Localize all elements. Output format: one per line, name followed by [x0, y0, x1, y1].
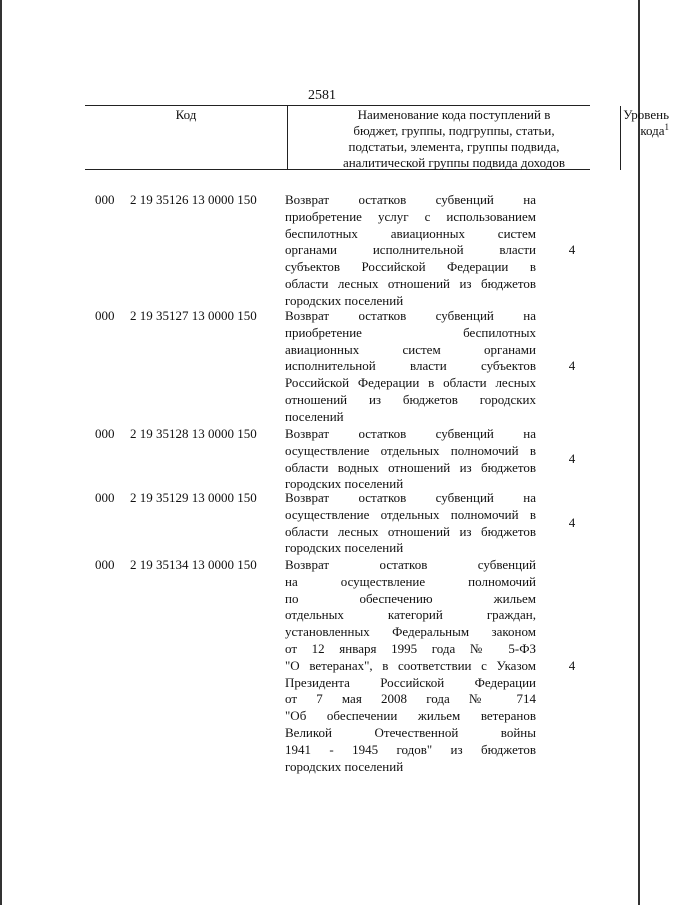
header-level [621, 106, 673, 170]
header-name-line: Наименование кода поступлений в [357, 107, 551, 122]
row-admin-code: 000 [95, 490, 115, 505]
row-description-line: "Об обеспечении жильем ветеранов [285, 708, 536, 724]
row-description [285, 557, 536, 775]
row-description-line: Возврат остатков субвенций на [285, 308, 536, 323]
row-description-line: отдельных категорий граждан, [285, 607, 536, 623]
row-revenue-code: 2 19 35128 13 0000 150 [130, 426, 257, 441]
row-description-line: области лесных отношений из бюджетов [285, 523, 536, 539]
table-header [85, 105, 669, 170]
page-number: 2581 [308, 88, 336, 103]
row-description-line: "О ветеранах", в соответствии с Указом [285, 657, 536, 673]
row-description-line: поселений [285, 408, 344, 424]
row-level: 4 [568, 451, 576, 467]
header-name-line: подстатьи, элемента, группы подвида, [348, 139, 560, 154]
row-revenue-code: 2 19 35126 13 0000 150 [130, 192, 257, 207]
header-code-label: Код [175, 107, 197, 122]
row-description-line: 1941 - 1945 годов" из бюджетов [285, 741, 536, 757]
row-admin-code: 000 [95, 426, 115, 441]
row-description-line: осуществление отдельных полномочий в [285, 442, 536, 458]
row-description-line: беспилотных авиационных систем [285, 225, 536, 241]
header-name-line: бюджет, группы, подгруппы, статьи, [353, 123, 555, 138]
row-admin-code: 000 [95, 308, 115, 323]
header-name-line: аналитической группы подвида доходов [342, 155, 566, 170]
row-description-line: органами исполнительной власти [285, 242, 536, 258]
row-description-line: авиационных систем органами [285, 341, 536, 357]
row-description-line: области водных отношений из бюджетов [285, 459, 536, 475]
row-level: 4 [568, 358, 576, 374]
footnote-marker: 1 [664, 122, 669, 132]
row-description-line: Возврат остатков субвенций [285, 557, 536, 572]
header-level-label-2 [621, 123, 669, 139]
row-description-line: отношений из бюджетов городских [285, 391, 536, 407]
row-revenue-code: 2 19 35134 13 0000 150 [130, 557, 257, 572]
row-description-line: Возврат остатков субвенций на [285, 490, 536, 505]
row-admin-code: 000 [95, 192, 115, 207]
row-description-line: Великой Отечественной войны [285, 724, 536, 740]
row-description [285, 308, 536, 426]
header-level-label: Уровень [623, 107, 669, 122]
row-description-line: городских поселений [285, 292, 404, 308]
row-description-line: приобретение услуг с использованием [285, 208, 536, 224]
row-description-line: Президента Российской Федерации [285, 674, 536, 690]
row-revenue-code: 2 19 35127 13 0000 150 [130, 308, 257, 323]
row-description-line: установленных Федеральным законом [285, 624, 536, 640]
row-level: 4 [568, 657, 576, 673]
row-description-line: от 12 января 1995 года № 5-ФЗ [285, 640, 536, 656]
row-level: 4 [568, 515, 576, 531]
row-description-line: исполнительной власти субъектов [285, 358, 536, 374]
row-description-line: городских поселений [285, 758, 404, 774]
row-level: 4 [568, 242, 576, 258]
row-description [285, 426, 536, 493]
row-description [285, 490, 536, 557]
row-description-line: от 7 мая 2008 года № 714 [285, 691, 536, 707]
row-description-line: на осуществление полномочий [285, 573, 536, 589]
row-description-line: осуществление отдельных полномочий в [285, 506, 536, 522]
row-description-line: Возврат остатков субвенций на [285, 192, 536, 207]
row-description-line: Возврат остатков субвенций на [285, 426, 536, 441]
row-description-line: области лесных отношений из бюджетов [285, 275, 536, 291]
row-description-line: городских поселений [285, 540, 404, 556]
row-description-line: Российской Федерации в области лесных [285, 375, 536, 391]
row-description-line: городских поселений [285, 476, 404, 492]
row-description [285, 192, 536, 310]
row-revenue-code: 2 19 35129 13 0000 150 [130, 490, 257, 505]
row-description-line: приобретение беспилотных [285, 324, 536, 340]
row-admin-code: 000 [95, 557, 115, 572]
header-level-code: кода [640, 123, 665, 138]
row-description-line: субъектов Российской Федерации в [285, 259, 536, 275]
header-name [287, 106, 621, 170]
header-code [85, 106, 287, 170]
row-description-line: по обеспечению жильем [285, 590, 536, 606]
